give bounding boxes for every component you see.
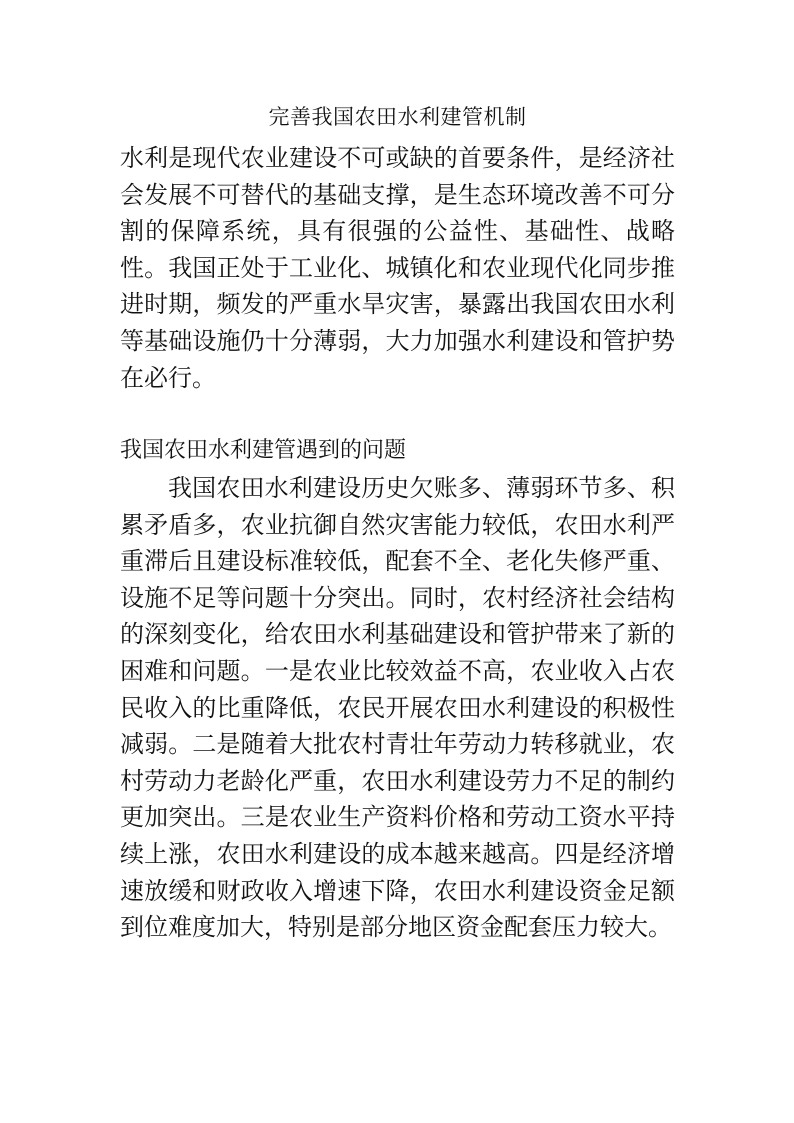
document-title: 完善我国农田水利建管机制 — [268, 105, 527, 129]
intro-paragraph: 水利是现代农业建设不可或缺的首要条件，是经济社会发展不可替代的基础支撑，是生态环境改善不可分割的保障系统，具有很强的公益性、基础性、战略性。我国正处于工业化、城镇化和农业现代化同步推进时期，频发的严重水旱灾害，暴露出我国农田水利等基础设施仍十分薄弱，大力加强水利建设和管护势在必行。 — [120, 144, 675, 392]
section-paragraph: 我国农田水利建设历史欠账多、薄弱环节多、积累矛盾多，农业抗御自然灾害能力较低，农田水利严重滞后且建设标准较低，配套不全、老化失修严重、设施不足等问题十分突出。同时，农村经济社会结构的深刻变化，给农田水利基础建设和管护带来了新的困难和问题。一是农业比较效益不高，农业收入占农民收入的比重降低，农民开展农田水利建设的积极性减弱。二是随着大批农村青壮年劳动力转移就业，农村劳动力老龄化严重，农田水利建设劳力不足的制约更加突出。三是农业生产资料价格和劳动工资水平持续上涨，农田水利建设的成本越来越高。四是经济增速放缓和财政收入增速下降，农田水利建设资金足额到位难度加大，特别是部分地区资金配套压力较大。 — [120, 474, 675, 942]
section-heading: 我国农田水利建管遇到的问题 — [120, 438, 407, 463]
